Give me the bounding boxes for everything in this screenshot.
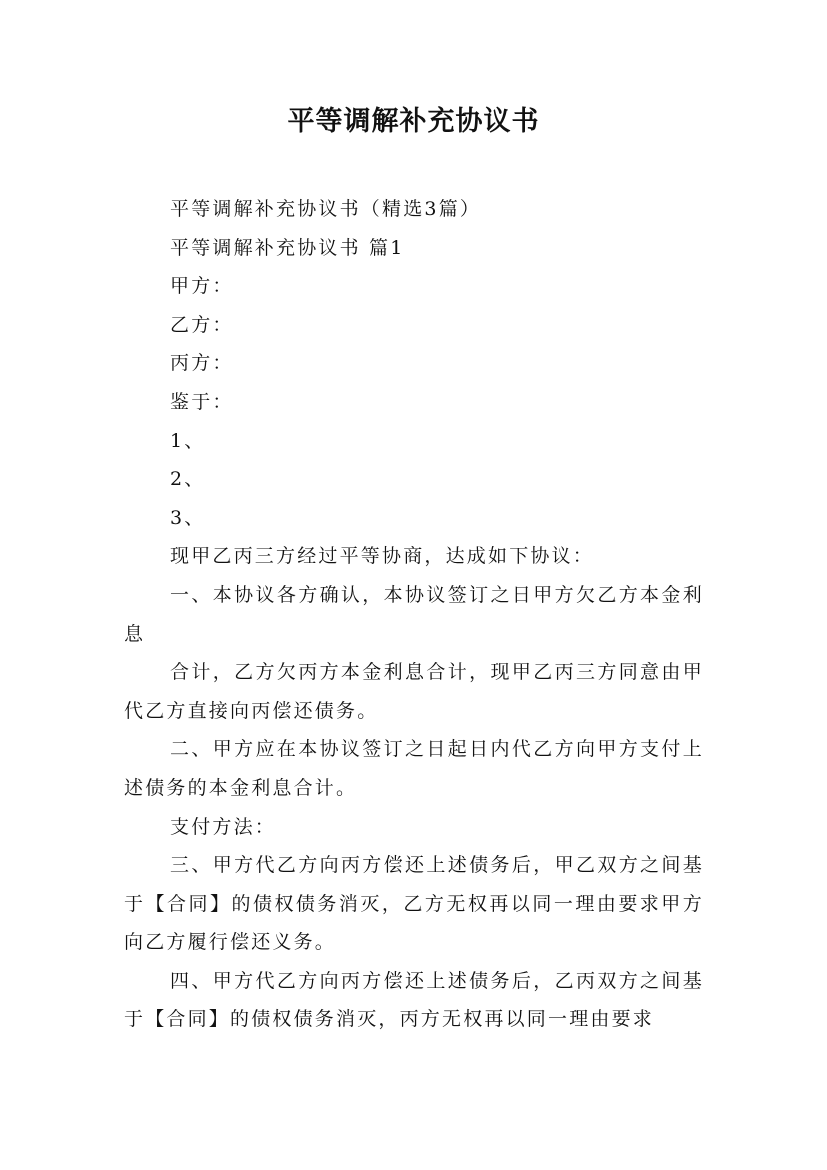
paragraph-item-3: 3、	[170, 506, 206, 529]
paragraph-item-2: 2、	[170, 468, 206, 491]
document-body	[124, 190, 704, 1039]
paragraph-clause-4: 四、甲方代乙方向丙方偿还上述债务后，乙丙双方之间基于【合同】的债权债务消灭，丙方无权再以同一理由要求	[124, 969, 704, 1031]
paragraph-party-a: 甲方：	[170, 275, 234, 298]
paragraph-clause-1: 一、本协议各方确认，本协议签订之日甲方欠乙方本金利息	[124, 583, 704, 645]
paragraph-section-heading: 平等调解补充协议书 篇1	[170, 236, 405, 259]
paragraph-clause-1-continued: 合计，乙方欠丙方本金利息合计，现甲乙丙三方同意由甲代乙方直接向丙偿还债务。	[124, 661, 704, 722]
paragraph-party-b: 乙方：	[170, 313, 234, 336]
paragraph-subtitle: 平等调解补充协议书（精选3篇）	[170, 198, 482, 220]
document-title: 平等调解补充协议书	[287, 106, 540, 137]
paragraph-agreement-intro: 现甲乙丙三方经过平等协商，达成如下协议：	[170, 545, 595, 568]
paragraph-whereas: 鉴于：	[170, 390, 234, 413]
paragraph-item-1: 1、	[170, 429, 206, 452]
paragraph-payment-method: 支付方法：	[170, 815, 277, 838]
paragraph-party-c: 丙方：	[170, 352, 234, 375]
paragraph-clause-2: 二、甲方应在本协议签订之日起日内代乙方向甲方支付上述债务的本金利息合计。	[124, 738, 704, 799]
paragraph-clause-3: 三、甲方代乙方向丙方偿还上述债务后，甲乙双方之间基于【合同】的债权债务消灭，乙方无权再以同一理由要求甲方向乙方履行偿还义务。	[124, 854, 704, 954]
